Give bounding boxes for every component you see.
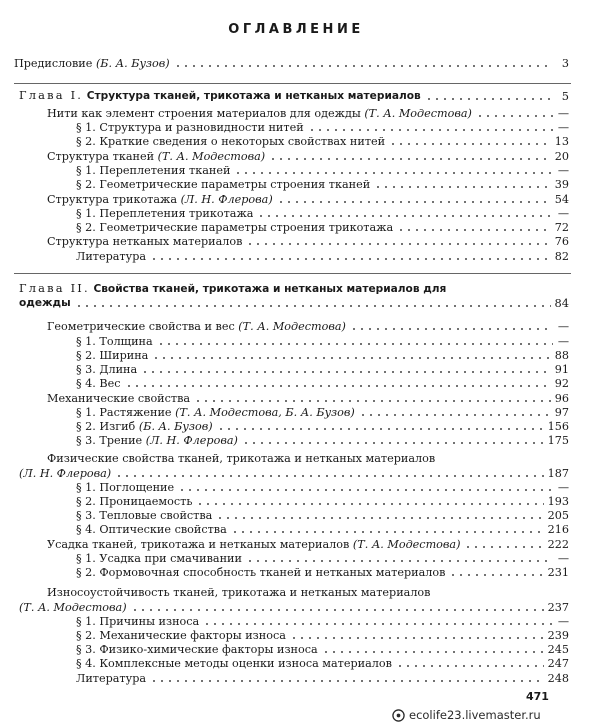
toc-section-entry — [76, 121, 569, 134]
toc-entry-label — [76, 552, 242, 565]
toc-entry-text: § 1. Причины износа — [76, 615, 200, 628]
toc-page-number: — — [557, 552, 569, 565]
toc-entry-text: Физические свойства тканей, трикотажа и нетканых материалов — [47, 452, 436, 465]
toc-entry-text: § 1. Переплетения трикотажа — [76, 207, 254, 220]
watermark — [392, 708, 541, 722]
toc-entry-text: Механические свойства — [47, 392, 191, 405]
toc-entry-label — [76, 121, 304, 134]
toc-entry-label — [76, 164, 230, 177]
toc-entry-label — [76, 434, 238, 447]
toc-entry-text: § 2. Геометрические параметры строения тканей — [76, 178, 371, 191]
toc-page-number: 231 — [547, 566, 569, 579]
toc-entry-text: Структура нетканых материалов — [47, 235, 243, 248]
toc-page-number: 76 — [554, 235, 569, 248]
dot-leader — [389, 142, 551, 146]
dot-leader — [464, 545, 543, 549]
toc-entry-text: § 4. Комплексные методы оценки износа материалов — [76, 657, 392, 670]
toc-entry-author: (Т. А. Модестова) — [157, 150, 266, 163]
toc-page-number: 3 — [561, 57, 569, 70]
toc-entry-text: § 2. Проницаемость — [76, 495, 193, 508]
toc-entry-text: § 2. Ширина — [76, 349, 149, 362]
toc-entry-author: (Б. А. Бузов) — [138, 420, 213, 433]
toc-chapter-heading — [19, 282, 446, 296]
toc-entry — [47, 150, 569, 163]
toc-entry-text: § 3. Физико-химические факторы износа — [76, 643, 318, 656]
dot-leader — [178, 488, 553, 492]
toc-entry-text: Нити как элемент строения материалов для одежды — [47, 107, 365, 120]
dot-leader — [217, 427, 544, 431]
dot-leader — [269, 157, 551, 161]
toc-entry-label — [76, 335, 153, 348]
toc-chapter-title: Структура тканей, трикотажа и нетканых материалов — [86, 90, 421, 102]
toc-page-number: 248 — [547, 672, 569, 685]
toc-entry-text: § 2. Изгиб — [76, 420, 139, 433]
toc-entry-label — [76, 481, 174, 494]
toc-entry-label — [19, 467, 111, 480]
toc-entry-text: § 1. Переплетения тканей — [76, 164, 231, 177]
dot-leader — [75, 304, 551, 308]
toc-entry-first-line — [47, 586, 430, 599]
dot-leader — [359, 413, 551, 417]
dot-leader — [322, 650, 544, 654]
toc-entry-text: § 3. Длина — [76, 363, 138, 376]
toc-entry-text: Геометрические свойства и вес — [47, 320, 239, 333]
toc-section-entry — [76, 335, 569, 348]
toc-section-entry — [76, 552, 569, 565]
toc-section-entry — [76, 406, 569, 419]
toc-entry-label — [47, 107, 472, 120]
toc-page-number: 193 — [547, 495, 569, 508]
toc-section-entry — [76, 657, 569, 670]
toc-section-entry — [76, 164, 569, 177]
dot-leader — [290, 636, 544, 640]
toc-page-number: 13 — [554, 135, 569, 148]
toc-page-number: — — [557, 164, 569, 177]
toc-entry-label — [76, 643, 318, 656]
toc-entry — [47, 320, 569, 333]
toc-page-number: — — [557, 320, 569, 333]
toc-entry-text: § 4. Вес — [76, 377, 121, 390]
toc-section-entry — [76, 566, 569, 579]
toc-section-entry — [76, 615, 569, 628]
toc-page-number: 91 — [554, 363, 569, 376]
toc-page-number: 82 — [554, 250, 569, 263]
toc-section-entry — [76, 135, 569, 148]
toc-chapter-entry — [19, 89, 569, 103]
toc-page-number: — — [557, 335, 569, 348]
toc-entry-author: (Л. Н. Флерова) — [19, 467, 112, 480]
toc-page-number: 175 — [547, 434, 569, 447]
toc-entry-label — [76, 135, 385, 148]
toc-entry-text: § 1. Растяжение — [76, 406, 176, 419]
toc-entry-text: § 2. Геометрические параметры строения трикотажа — [76, 221, 394, 234]
toc-section-entry — [76, 509, 569, 522]
toc-entry-text: § 1. Усадка при смачивании — [76, 552, 242, 565]
toc-section-entry — [76, 643, 569, 656]
toc-page-number: 156 — [547, 420, 569, 433]
toc-entry-text: Структура трикотажа — [47, 193, 181, 206]
toc-chapter-title-cont: одежды — [19, 297, 71, 309]
toc-entry-text: § 2. Формовочная способность тканей и нетканых материалов — [76, 566, 446, 579]
toc-entry — [19, 601, 569, 614]
toc-section-entry — [76, 221, 569, 234]
toc-entry-text: § 3. Трение — [76, 434, 146, 447]
toc-entry-label — [76, 178, 370, 191]
toc-chapter-title: Свойства тканей, трикотажа и нетканых материалов для — [93, 283, 447, 295]
toc-entry-author: (Л. Н. Флерова) — [145, 434, 238, 447]
toc-entry-author: (Т. А. Модестова) — [238, 320, 346, 333]
dot-leader — [115, 474, 543, 478]
dot-leader — [150, 679, 544, 683]
toc-entry — [47, 235, 569, 248]
toc-page-number: 247 — [547, 657, 569, 670]
dot-leader — [397, 228, 551, 232]
toc-section-entry — [76, 377, 569, 390]
dot-leader — [174, 64, 553, 68]
page-number: 471 — [526, 690, 549, 703]
toc-page-number: — — [557, 121, 569, 134]
toc-entry-text: § 1. Поглощение — [76, 481, 175, 494]
toc-page-number: — — [557, 207, 569, 220]
toc-entry-label — [76, 363, 137, 376]
toc-entry — [76, 672, 569, 685]
toc-entry-label — [76, 509, 212, 522]
toc-entry — [47, 107, 569, 120]
toc-page-number: 205 — [547, 509, 569, 522]
toc-entry-text: Усадка тканей, трикотажа и нетканых материалов — [47, 538, 353, 551]
dot-leader — [196, 502, 543, 506]
toc-entry-text: Износоустойчивость тканей, трикотажа и нетканых материалов — [47, 586, 431, 599]
toc-section-entry — [76, 349, 569, 362]
toc-page-number: 72 — [554, 221, 569, 234]
toc-section-entry — [76, 629, 569, 642]
toc-entry-author: (Т. А. Модестова) — [352, 538, 461, 551]
toc-entry-author: (Л. Н. Флерова) — [180, 193, 273, 206]
toc-entry — [19, 467, 569, 480]
toc-entry-text: Литература — [76, 250, 147, 263]
toc-section-entry — [76, 363, 569, 376]
toc-entry — [76, 250, 569, 263]
toc-entry-label — [76, 629, 286, 642]
toc-entry-label — [76, 406, 355, 419]
toc-entry-label — [47, 150, 265, 163]
toc-chapter-heading — [19, 296, 71, 310]
watermark-text: ecolife23.livemaster.ru — [409, 708, 541, 722]
toc-page-number: — — [557, 107, 569, 120]
dot-leader — [308, 128, 553, 132]
toc-page-number: 92 — [554, 377, 569, 390]
toc-page-number: 187 — [547, 467, 569, 480]
toc-entry-author: (Т. А. Модестова) — [19, 601, 127, 614]
toc-page-number: 88 — [554, 349, 569, 362]
toc-section-entry — [76, 495, 569, 508]
toc-entry-text: § 2. Механические факторы износа — [76, 629, 286, 642]
toc-entry-label — [47, 193, 273, 206]
toc-entry-text: § 3. Тепловые свойства — [76, 509, 213, 522]
toc-entry-label — [47, 392, 190, 405]
toc-entry-author: (Т. А. Модестова) — [364, 107, 472, 120]
toc-entry-label — [76, 523, 227, 536]
toc-entry-label — [76, 377, 121, 390]
dot-leader — [234, 171, 553, 175]
dot-leader — [425, 97, 553, 101]
toc-chapter-continuation — [19, 296, 569, 310]
toc-entry-first-line — [47, 452, 435, 465]
toc-entry — [47, 193, 569, 206]
toc-page-number: 245 — [547, 643, 569, 656]
toc-entry-label — [76, 221, 393, 234]
toc-entry-label — [76, 657, 392, 670]
toc-chapter-label: Глава I. — [19, 89, 84, 102]
dot-leader — [396, 664, 544, 668]
dot-leader — [152, 356, 550, 360]
toc-page-number: 216 — [547, 523, 569, 536]
dot-leader — [194, 399, 551, 403]
dot-leader — [131, 608, 544, 612]
toc-entry-label — [76, 615, 199, 628]
toc-page-number: 97 — [554, 406, 569, 419]
toc-section-entry — [76, 420, 569, 433]
toc-entry-label — [76, 566, 445, 579]
toc-page-number: 54 — [554, 193, 569, 206]
toc-section-entry — [76, 434, 569, 447]
toc-entry-text: Предисловие — [14, 57, 96, 70]
dot-leader — [257, 214, 553, 218]
toc-entry-label — [47, 320, 346, 333]
toc-chapter-heading — [19, 89, 421, 103]
dot-leader — [157, 342, 553, 346]
toc-chapter-label: Глава II. — [19, 282, 90, 295]
toc-entry-text: Литература — [76, 672, 147, 685]
toc-page-number: 96 — [554, 392, 569, 405]
toc-section-entry — [76, 481, 569, 494]
toc-page-number: — — [557, 615, 569, 628]
toc-entry-label — [19, 601, 127, 614]
toc-entry — [47, 392, 569, 405]
dot-leader — [476, 114, 553, 118]
dot-leader — [150, 257, 551, 261]
dot-leader — [125, 384, 551, 388]
dot-leader — [374, 185, 551, 189]
toc-entry-label — [76, 250, 146, 263]
toc-entry-label — [76, 495, 192, 508]
divider-line — [14, 83, 571, 84]
dot-leader — [246, 242, 550, 246]
toc-section-entry — [76, 523, 569, 536]
divider-line — [14, 273, 571, 274]
toc-entry-label — [76, 420, 213, 433]
dot-leader — [216, 516, 543, 520]
toc-chapter-entry — [19, 282, 446, 296]
dot-leader — [203, 622, 553, 626]
toc-entry-text: Структура тканей — [47, 150, 158, 163]
toc-entry-text: § 4. Оптические свойства — [76, 523, 227, 536]
toc-entry-label — [76, 349, 148, 362]
toc-entry-label — [76, 672, 146, 685]
toc-page-number: 222 — [547, 538, 569, 551]
dot-leader — [350, 327, 553, 331]
toc-entry-text: § 1. Толщина — [76, 335, 153, 348]
toc-page-number: 39 — [554, 178, 569, 191]
toc-page-number: 5 — [561, 89, 569, 103]
toc-entry-text: § 2. Краткие сведения о некоторых свойствах нитей — [76, 135, 386, 148]
toc-section-entry — [76, 207, 569, 220]
dot-leader — [246, 559, 553, 563]
toc-entry-text: § 1. Структура и разновидности нитей — [76, 121, 304, 134]
dot-leader — [242, 441, 544, 445]
toc-entry — [14, 57, 569, 70]
dot-leader — [449, 573, 543, 577]
toc-entry-label — [47, 538, 460, 551]
toc-page-number: 20 — [554, 150, 569, 163]
toc-page-number: 237 — [547, 601, 569, 614]
toc-page-number: — — [557, 481, 569, 494]
toc-entry — [47, 538, 569, 551]
toc-entry-label — [76, 207, 253, 220]
toc-entry-author: (Б. А. Бузов) — [95, 57, 170, 70]
toc-section-entry — [76, 178, 569, 191]
livemaster-logo-icon — [392, 709, 405, 722]
toc-entry-label — [47, 235, 242, 248]
toc-entry-label — [14, 57, 170, 70]
toc-page-number: 84 — [554, 296, 569, 310]
toc-entry-author: (Т. А. Модестова, Б. А. Бузов) — [175, 406, 355, 419]
toc-page-number: 239 — [547, 629, 569, 642]
dot-leader — [231, 530, 544, 534]
dot-leader — [141, 370, 551, 374]
page-title: ОГЛАВЛЕНИЕ — [228, 22, 364, 37]
dot-leader — [277, 200, 551, 204]
